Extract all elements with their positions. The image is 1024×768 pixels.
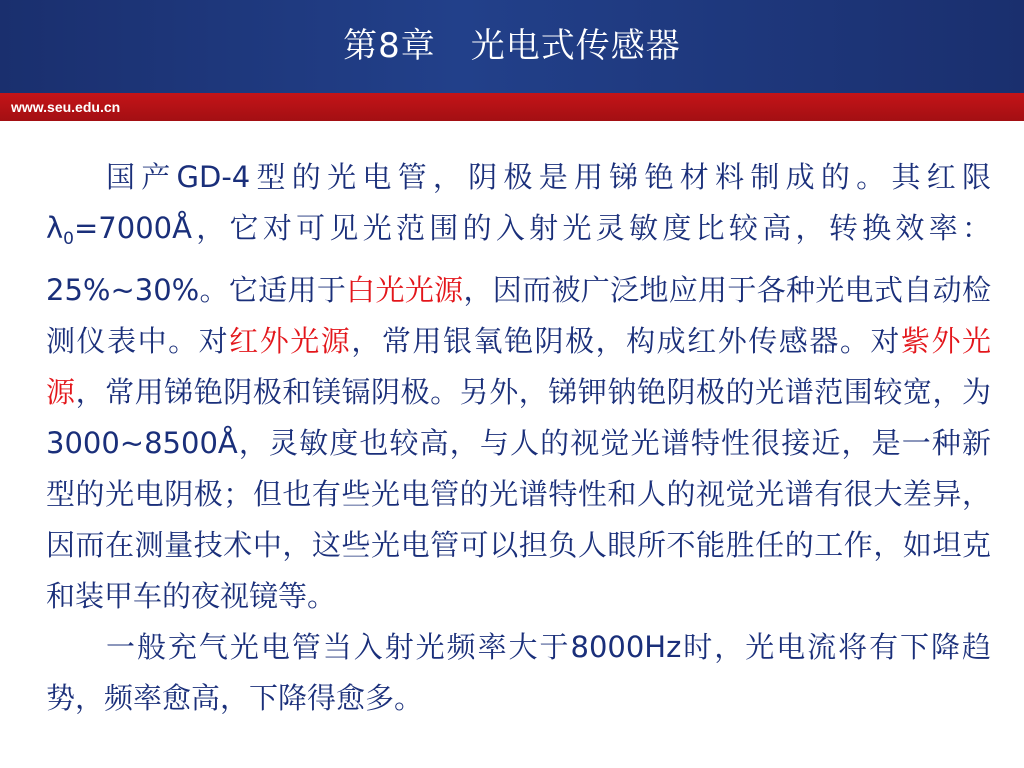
paragraph-1-text-b: =7000Å，它对可见光范围的入射光灵敏度比较高，转换效率：25%~30%。它适用于 [46,211,991,307]
paragraph-2: 一般充气光电管当入射光频率大于8000Hz时，光电流将有下降趋势，频率愈高，下降得愈多。 [46,630,991,715]
paragraph-1 [46,152,991,622]
slide-title: 第8章 光电式传感器 [343,26,681,66]
slide-header [0,0,1024,93]
site-url: www.seu.edu.cn [11,99,121,115]
slide-content [46,152,991,724]
paragraph-1-text-c: ，因而被广泛地应用于各种光电式自动检测仪表中。对 [46,273,991,358]
highlight-ultraviolet-light-source: 紫外光源 [46,324,991,409]
lambda-subscript: 0 [63,229,74,249]
highlight-white-light-source: 白光光源 [346,273,464,307]
url-bar [0,93,1024,121]
paragraph-1-text-e: ，常用锑铯阴极和镁镉阴极。另外，锑钾钠铯阴极的光谱范围较宽，为3000~8500Å，灵敏度也较高，与人的视觉光谱特性很接近，是一种新型的光电阴极；但也有些光电管的光谱特性和人的视觉光谱有很大差异，因而在测量技术中，这些光电管可以担负人眼所不能胜任的工作，如坦克和装甲车的夜视镜等。 [46,375,991,613]
paragraph-1-text-d: ，常用银氧铯阴极，构成红外传感器。对 [351,324,901,358]
highlight-infrared-light-source: 红外光源 [229,324,352,358]
paragraph-1-text-a: 国产GD-4型的光电管，阴极是用锑铯材料制成的。其红限λ [46,160,991,245]
